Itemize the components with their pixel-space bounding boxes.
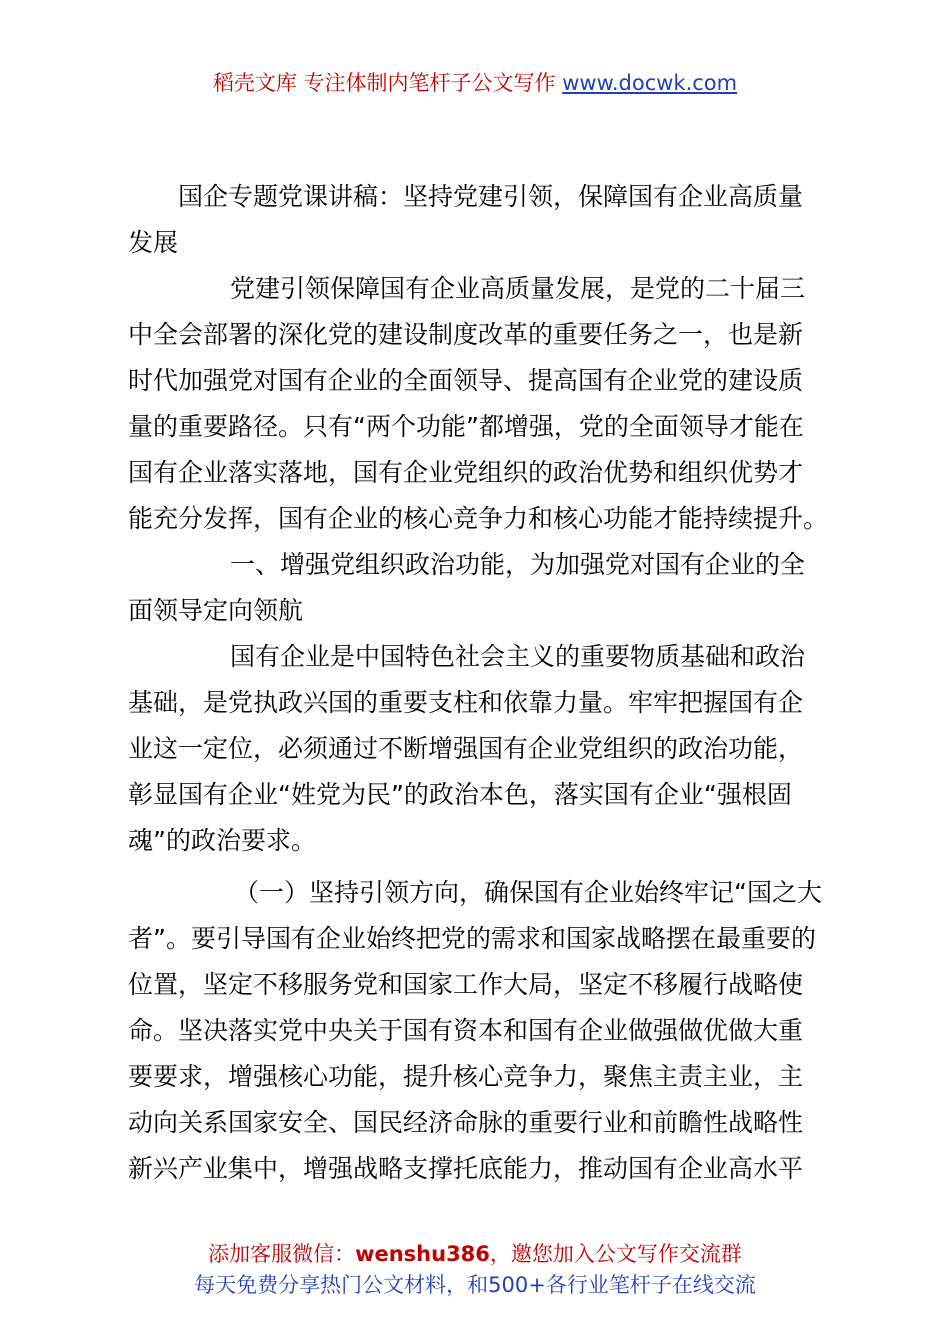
paragraph-line: 彰显国有企业“姓党为民”的政治本色，落实国有企业“强根固 xyxy=(128,780,792,809)
subsection-line: 位置，坚定不移服务党和国家工作大局，坚定不移履行战略使 xyxy=(128,970,804,999)
subsection-line: 要要求，增强核心功能，提升核心竞争力，聚焦主责主业，主 xyxy=(128,1062,804,1091)
document-title-line: 发展 xyxy=(128,228,179,257)
paragraph-line: 基础，是党执政兴国的重要支柱和依靠力量。牢牢把握国有企 xyxy=(128,688,804,717)
section-heading-line: 一、增强党组织政治功能，为加强党对国有企业的全 xyxy=(230,550,806,579)
site-url-link[interactable]: www.docwk.com xyxy=(562,71,738,95)
document-title-line: 国企专题党课讲稿：坚持党建引领，保障国有企业高质量 xyxy=(178,182,804,211)
brand-name: 稻壳文库 xyxy=(212,71,297,95)
subsection-line: （一）坚持引领方向，确保国有企业始终牢记“国之大 xyxy=(234,878,822,907)
document-body xyxy=(128,174,828,1192)
paragraph-line: 能充分发挥，国有企业的核心竞争力和核心功能才能持续提升。 xyxy=(128,504,829,533)
paragraph-line: 国有企业落实落地，国有企业党组织的政治优势和组织优势才 xyxy=(128,458,804,487)
paragraph-line: 国有企业是中国特色社会主义的重要物质基础和政治 xyxy=(230,642,806,671)
subsection-line: 命。坚决落实党中央关于国有资本和国有企业做强做优做大重 xyxy=(128,1016,804,1045)
subsection-line: 动向关系国家安全、国民经济命脉的重要行业和前瞻性战略性 xyxy=(128,1108,804,1137)
footer-share-line xyxy=(0,1270,950,1301)
footer-share-count: 500+ xyxy=(488,1273,546,1297)
paragraph-line: 魂”的政治要求。 xyxy=(128,826,316,855)
footer-share-suffix: 各行业笔杆子在线交流 xyxy=(545,1273,756,1297)
footer-wechat-id: wenshu386 xyxy=(355,1242,490,1266)
footer-wechat-suffix: ，邀您加入公文写作交流群 xyxy=(489,1242,742,1266)
paragraph-line: 量的重要路径。只有“两个功能”都增强，党的全面领导才能在 xyxy=(128,412,804,441)
paragraph-line: 时代加强党对国有企业的全面领导、提高国有企业党的建设质 xyxy=(128,366,804,395)
subsection-line: 者”。要引导国有企业始终把党的需求和国家战略摆在最重要的 xyxy=(128,924,816,953)
footer-wechat-line xyxy=(0,1239,950,1270)
paragraph-line: 中全会部署的深化党的建设制度改革的重要任务之一，也是新 xyxy=(128,320,804,349)
paragraph-line: 党建引领保障国有企业高质量发展，是党的二十届三 xyxy=(230,274,806,303)
footer-share-prefix: 每天免费分享热门公文材料，和 xyxy=(194,1273,489,1297)
section-heading-line: 面领导定向领航 xyxy=(128,596,304,625)
paragraph-line: 业这一定位，必须通过不断增强国有企业党组织的政治功能， xyxy=(128,734,804,763)
page-header xyxy=(0,68,950,98)
subsection-line: 新兴产业集中，增强战略支撑托底能力，推动国有企业高水平 xyxy=(128,1154,804,1183)
page-footer xyxy=(0,1239,950,1301)
footer-wechat-prefix: 添加客服微信： xyxy=(208,1242,356,1266)
brand-slogan: 专注体制内笔杆子公文写作 xyxy=(303,71,556,95)
